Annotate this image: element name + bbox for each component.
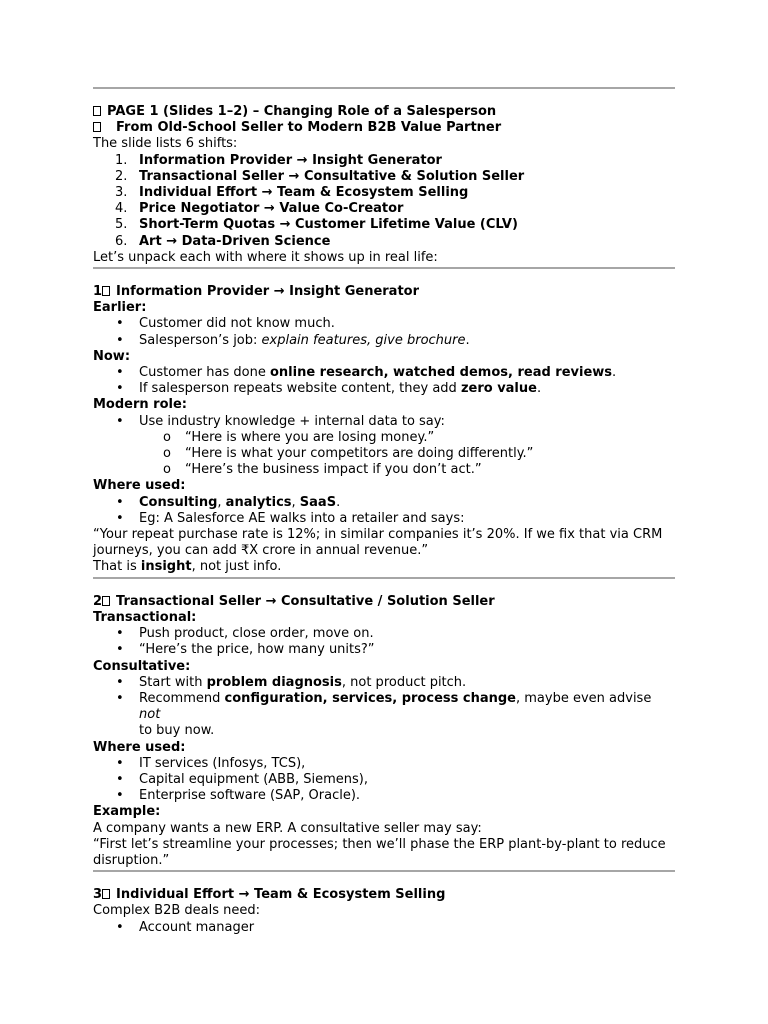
missing-glyph-icon [93, 106, 101, 116]
list-item: 3. Individual Effort → Team & Ecosystem Selling [115, 185, 469, 201]
list-item: o “Here’s the business impact if you don’t act.” [163, 462, 482, 478]
consultative-list [93, 675, 675, 740]
list-item: • Enterprise software (SAP, Oracle). [116, 788, 361, 804]
label-example: Example: [93, 804, 161, 820]
divider [93, 87, 675, 89]
earlier-list [93, 316, 675, 348]
list-item: • Capital equipment (ABB, Siemens), [116, 771, 369, 787]
shifts-list [93, 153, 675, 250]
list-item: • Use industry knowledge + internal data to say: [116, 413, 445, 429]
missing-glyph-icon [102, 889, 110, 899]
section-heading: 1 Information Provider → Insight Generator [93, 284, 420, 300]
label-where-used: Where used: [93, 478, 186, 494]
example-text: disruption.” [93, 852, 170, 868]
section-heading: 3 Individual Effort → Team & Ecosystem Selling [93, 887, 446, 903]
transactional-list [93, 626, 675, 658]
list-item: 6. Art → Data-Driven Science [115, 233, 331, 249]
missing-glyph-icon [93, 122, 101, 132]
missing-glyph-icon [102, 286, 110, 296]
list-item: • Consulting, analytics, SaaS. [116, 494, 341, 510]
list-item: • Customer did not know much. [116, 316, 335, 332]
list-item: 1. Information Provider → Insight Generator [115, 152, 442, 168]
document-page [93, 80, 675, 936]
list-item: o “Here is what your competitors are doing differently.” [163, 446, 534, 462]
list-item: 5. Short-Term Quotas → Customer Lifetime Value (CLV) [115, 217, 518, 233]
example-text: “First let’s streamline your processes; then we’ll phase the ERP plant-by-plant to reduce [93, 836, 666, 852]
list-item: • Push product, close order, move on. [116, 626, 374, 642]
example-text: A company wants a new ERP. A consultative seller may say: [93, 820, 482, 836]
divider [93, 870, 675, 872]
divider [93, 267, 675, 269]
list-item: 2. Transactional Seller → Consultative & Solution Seller [115, 168, 525, 184]
list-item: • Recommend configuration, services, process change, maybe even advise not to buy now. [116, 690, 652, 739]
section-lead: Complex B2B deals need: [93, 903, 260, 919]
intro-lead: The slide lists 6 shifts: [93, 136, 238, 152]
now-list [93, 365, 675, 397]
list-item: • “Here’s the price, how many units?” [116, 642, 375, 658]
where-used-list [93, 495, 675, 527]
divider [93, 577, 675, 579]
list-item: • IT services (Infosys, TCS), [116, 755, 306, 771]
page-subtitle: From Old-School Seller to Modern B2B Value Partner [93, 120, 675, 136]
label-earlier: Earlier: [93, 300, 147, 316]
section-heading: 2 Transactional Seller → Consultative / Solution Seller [93, 593, 495, 609]
list-item: • Eg: A Salesforce AE walks into a retailer and says: [116, 510, 465, 526]
team-list [93, 920, 675, 936]
modern-list [93, 414, 675, 430]
missing-glyph-icon [102, 596, 110, 606]
list-item: 4. Price Negotiator → Value Co-Creator [115, 201, 404, 217]
label-where-used: Where used: [93, 739, 186, 755]
list-item: • If salesperson repeats website content, they add zero value. [116, 381, 542, 397]
label-transactional: Transactional: [93, 609, 197, 625]
where-used-list [93, 756, 675, 805]
list-item: • Account manager [116, 919, 255, 935]
page-title: PAGE 1 (Slides 1–2) – Changing Role of a Salesperson [93, 104, 675, 120]
quote-text: journeys, you can add ₹X crore in annual revenue.” [93, 543, 429, 559]
list-item: • Customer has done online research, watched demos, read reviews. [116, 365, 617, 381]
label-now: Now: [93, 348, 131, 364]
label-modern-role: Modern role: [93, 397, 187, 413]
intro-outro: Let’s unpack each with where it shows up in real life: [93, 249, 438, 265]
quotes-list [93, 430, 675, 479]
list-item: o “Here is where you are losing money.” [163, 429, 435, 445]
quote-text: “Your repeat purchase rate is 12%; in similar companies it’s 20%. If we fix that via CRM [93, 527, 663, 543]
list-item: • Salesperson’s job: explain features, give brochure. [116, 332, 470, 348]
list-item: • Start with problem diagnosis, not product pitch. [116, 674, 467, 690]
closing-text: That is insight, not just info. [93, 559, 282, 575]
label-consultative: Consultative: [93, 658, 191, 674]
